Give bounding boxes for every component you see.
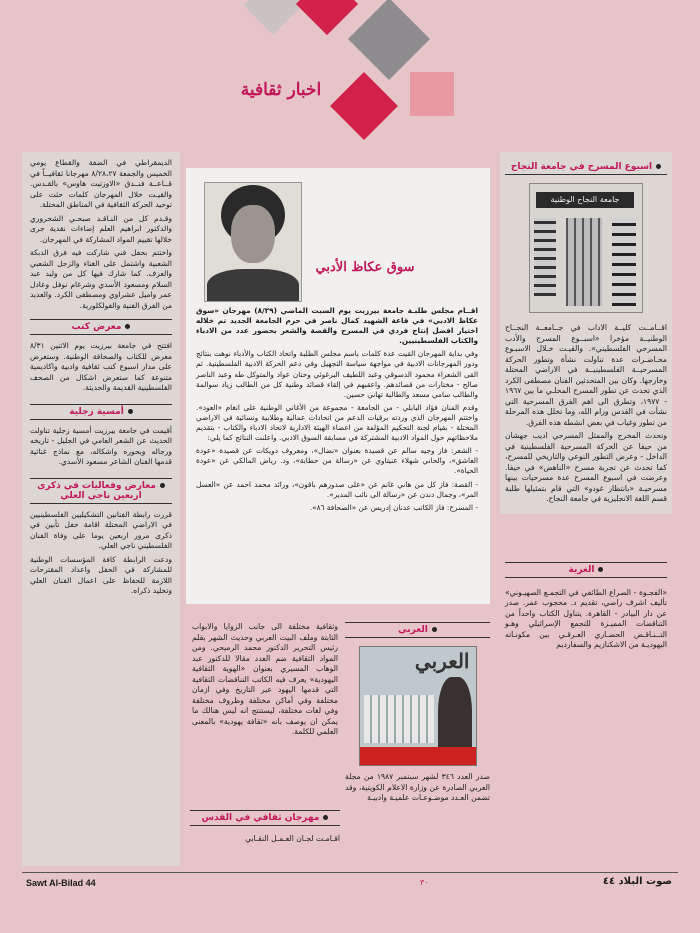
bullet-icon	[323, 815, 328, 820]
bullet-icon	[598, 567, 603, 572]
naji-alali-subtitle: اربعين ناجي العلي	[60, 490, 142, 501]
left-column	[22, 152, 180, 866]
building-window-left	[534, 218, 556, 296]
section-title: اخبار ثقافية	[240, 80, 322, 100]
author-portrait	[204, 182, 302, 302]
magazine-cover	[359, 646, 477, 766]
alarabi-title: العربي	[345, 622, 490, 638]
bullet-icon	[125, 324, 130, 329]
building-window-right	[612, 218, 636, 306]
bullet-icon	[656, 164, 661, 169]
alarabi-box	[345, 618, 490, 863]
naji-alali-body: قررت رابطة الفنانين التشكيليين الفلسطينيين في الاراضي المحتلة اقامة حفل تأبين في ذكرى مرور اربعين يوما على وفاة الفنان الفلسطيني ناجي العلي. ودعت الرابطة كافة المؤسسات الوطنية للمشاركة في الحفل واعداد المقترحات اللازمة للحفاظ على اعمال الفنان العلي وتخليد ذكراه.	[30, 509, 172, 595]
alarabi-continuation: وثقافية مختلفة الى جانب الزوايا والابواب الثابتة وملف البيت العربي وحديث الشهر بقلم رئيس التحرير الدكتور محمد الرميحي. ومن المواد الثقافية ضم العدد مقالا للدكتور عبد الوهاب المسيري بعنوان «الهوية الثقافية اليهودية» يعرف فيه الكاتب التناقضات الثقافية التي قدمها اليهود عبر التاريخ وفي ازمان مختلفة وفي أماكن مختلفة وظروف مختلفة وفي لغات مختلفة، ليستنتج انه ليس هنالك ما يمكن ان يوصف بانه «ثقافة يهودية» بالمعنى العلمي للكلمة.	[192, 622, 338, 736]
footer-left: Sawt Al-Bilad 44	[26, 878, 96, 888]
deco-square-grey	[348, 0, 430, 80]
jerusalem-festival-body: اقـامـت لجـان العـمـل النقـابي	[245, 834, 340, 843]
deco-square-crimson	[330, 72, 398, 140]
deco-square-crimson-top	[296, 0, 358, 35]
alghurba-body: «الفجـوة - الصراع الطائفي في التجمـع الصهيـوني» تأليف اشرف راضي، تقديم د. محجوب عمر. صدر عن دار البيادر - القاهرة. يتناول الكتاب واحداً من التناقضات المميـزة للتجمع الإسرائيلي وهـو التــنـاقـض الحضـاري العـرقـي بين مكونـاته اليهوديـة من الاشكنازيم والسفارديم	[505, 587, 667, 649]
cover-building	[364, 695, 434, 743]
footer-center: ٣٠	[420, 878, 429, 887]
zajal-body: أقيمت في جامعة بيرزيت أمسية زجلية تناولت الحديث عن الشعر العامي في الجليل - تاريخه ورجاله وبحوره واشكاله، مع نماذج غنائية قدمها الفنان الشاعر مسعود الأسدي.	[30, 425, 172, 466]
festival-continuation: الديمقراطي في الضفة والقطاع يومي الخميس والجمعة ٨/٢٨،٢٧ مهرجانا ثقافيــاً في قــاعــة فنــدق «الاوزتيت هاوس» بالقـدس. والقيـت خلال المهرجان كلمات حثت على توحيد الحركة الثقافية في المناطق المحتلة. وقـدم كل من النـاقـد صبحـي الشحروري والدكتور ابراهيم العلم إضاءات نقدية جرى خلالها تقييم المواد المشاركة في المهرجان. واختتم بحفل فني شاركت فيه فرق الدبكة الشعبية واشتمل على الغناء والزجل الشعبي والعزف. كما شارك فيها كل من وليد عبد السلام ومسعود الأسدي وشرغام نوفل وعادل عمر واميل عشراوي ومصطفى الكرد. والعديد من الفرق الفنية والفولكلورية.	[30, 158, 172, 310]
theatre-building-photo	[529, 183, 643, 313]
bullet-icon	[432, 627, 437, 632]
okaz-headline: سوق عكاظ الأدبي	[315, 260, 415, 275]
bullet-icon	[160, 483, 165, 488]
building-window-mid	[566, 218, 602, 306]
theatre-week-box	[500, 152, 672, 514]
bullet-icon	[128, 409, 133, 414]
jerusalem-festival-title: مهرجان ثقافي في القدس	[190, 810, 340, 826]
theatre-week-title: اسبوع المسرح في جامعة النجاح	[505, 160, 667, 175]
book-fair-body: افتتح في جامعة بيرزيت يوم الاثنين ٨/٣١ معرض للكتاب والصحافة الوطنية. وستعرض على مدار اسبوع كتب ثقافية وادبية واكاديمية متنوعة كما ستعرض اشكال من الصحف الفلسطينية القديمة والحديثة.	[30, 341, 172, 392]
portrait-face	[231, 205, 275, 263]
deco-square-rose	[410, 72, 454, 116]
portrait-shoulders	[207, 269, 299, 302]
zajal-title: أمسية زجلية	[30, 404, 172, 420]
book-fair-title: معرض كتب	[30, 319, 172, 335]
jerusalem-festival-box	[190, 806, 340, 866]
cover-band	[360, 747, 476, 765]
building-sign: جامعة النجاح الوطنية	[536, 192, 634, 208]
okaz-text: اقــام مجلس طلبـة جامعة بيرزيت يوم السبت الماضي (٨/٢٩) مهرجان «سوق عكاظ الادبي» في قاعة الشهيد كمال ناصر في حرم الجامعة الجديد تم خلاله اختيار افضل إنتاج فردي في المسرح والقصة والشعر بحضور عدد من الادباء والكتاب الفلسطينيين. وفي بداية المهرجان القيت عدة كلمات باسم مجلس الطلبة واتحاد الكتاب والأدباء نوهت بنتائج ودور المهرجانات الادبية في مواجهة سياسة التجهيل وفي دعم الحركة الادبية الفلسطينية. ثم القى الشعراء محمود الدسوقي وعبد اللطيف البرغوثي وحنان عواد والمتوكل طه وعبد الناصر صالح - مختارات من قصائدهم. واعقبهم في إلقاء قصائد وطنية كل من الطالب زياد سوالمة والطالب سامي مسعد والطالبة تهاني حسين. وقدم الفنان فؤاد البابلي - من الجامعة - مجموعة من الأغاني الوطنية على انغام «العود». واختتم المهرجان الذي وردته برقيات الدعم من اتحادات عمالية وطلابية ونسائية في الاراضي المحتلة - بقيام لجنة التحكيم المؤلفة من اعضاء الهيئة الادارية لاتحاد الادباء والكتاب - بتقديم ملاحظاتهم حول المواد الادبية المشتركة في مسابقة السوق الادبي. واعلنت النتائج كما يلي: - الشعر: فاز وجيه سالم عن قصيدة بعنوان «نضال»، ومعروف دويكات عن قصيدة «عودة العاشق»، والحاني شهلاء عنيتاوي عن «رسالة من حطابة»، ود. رياض المالكي عن «عودة الحياة». - القصة: فاز كل من هاني غانم عن «على صدورهم باقون»، ورائد محمد احمد عن «العسل المر»، وجمال دندن عن «رسالة الى نائب المدير». - المسرح: فاز الكاتب عدنان إدريس عن «الصحافة ٨٦».	[196, 306, 479, 512]
footer-right: صوت البلاد ٤٤	[602, 876, 672, 887]
right-column	[500, 152, 672, 872]
alarabi-caption: صدر العدد ٣٤٦ لشهر سبتمبر ١٩٨٧ من مجلة العربي الصادرة عن وزارة الاعلام الكويتية، وقد تضمن العـدد موضـوعـات علميـة وادبيـة	[345, 772, 490, 802]
alghurba-title: الغربة	[505, 562, 667, 578]
alghurba-box	[500, 554, 672, 655]
okaz-lead: اقــام مجلس طلبـة جامعة بيرزيت يوم السبت الماضي (٨/٢٩) مهرجان «سوق عكاظ الادبي» في قاعة الشهيد كمال ناصر في حرم الجامعة الجديد تم خلاله اختيار افضل إنتاج فردي في المسرح والقصة والشعر بحضور عدد من الادباء والكتاب الفلسطينيين.	[196, 306, 479, 346]
naji-alali-title: معارض وفعاليات في ذكرى اربعين ناجي العلي	[30, 478, 172, 504]
theatre-week-body: اقــامــت كليــة الاداب في جــامعــة النجــاح الوطنيــة مؤخرا «اسبــوع المسرح والأدب المسرحي الفلسطيني». والقيـت خـلال الاسبـوع محـاضـرات عدة تناولت نشأة وتطور الحركة المسرحيــة الفلسطينيــة في الاراضي المحتلة وخارجها. وكان بين المتحدثين الفنان مصطفى الكرد الذي تحدث عن تطور المسرح المحلـي ما بين ١٩٦٧ - ١٩٧٧، وتطرق الى اهم الفرق المسرحية التي نشأت في القدس ورام الله، وما تخلل هذه المرحلة من تطور وغياب في بعض انشطة هذه الفرق. وتحدث المخرج والممثل المسرحي اديب جهشان من حيفا عن الحركة المسرحية الفلسطينية في الداخل - وعرض التطور النوعي والتاريخي للمسرح، كما تحدث عن تجربة مسرح «الناهض» في حيفا. وعرضت في اسبوع المسرح عدة مسرحيات بينها مسرحيـة «بانتظار غودو» التي قام بتمثيلها طلبة قسم اللغة الانجليزية في جامعة النجاح.	[505, 323, 667, 503]
cover-masthead: العربي	[414, 649, 470, 673]
okaz-article	[186, 168, 490, 604]
deco-square-grey-light	[243, 0, 302, 35]
footer-rule	[22, 872, 678, 873]
